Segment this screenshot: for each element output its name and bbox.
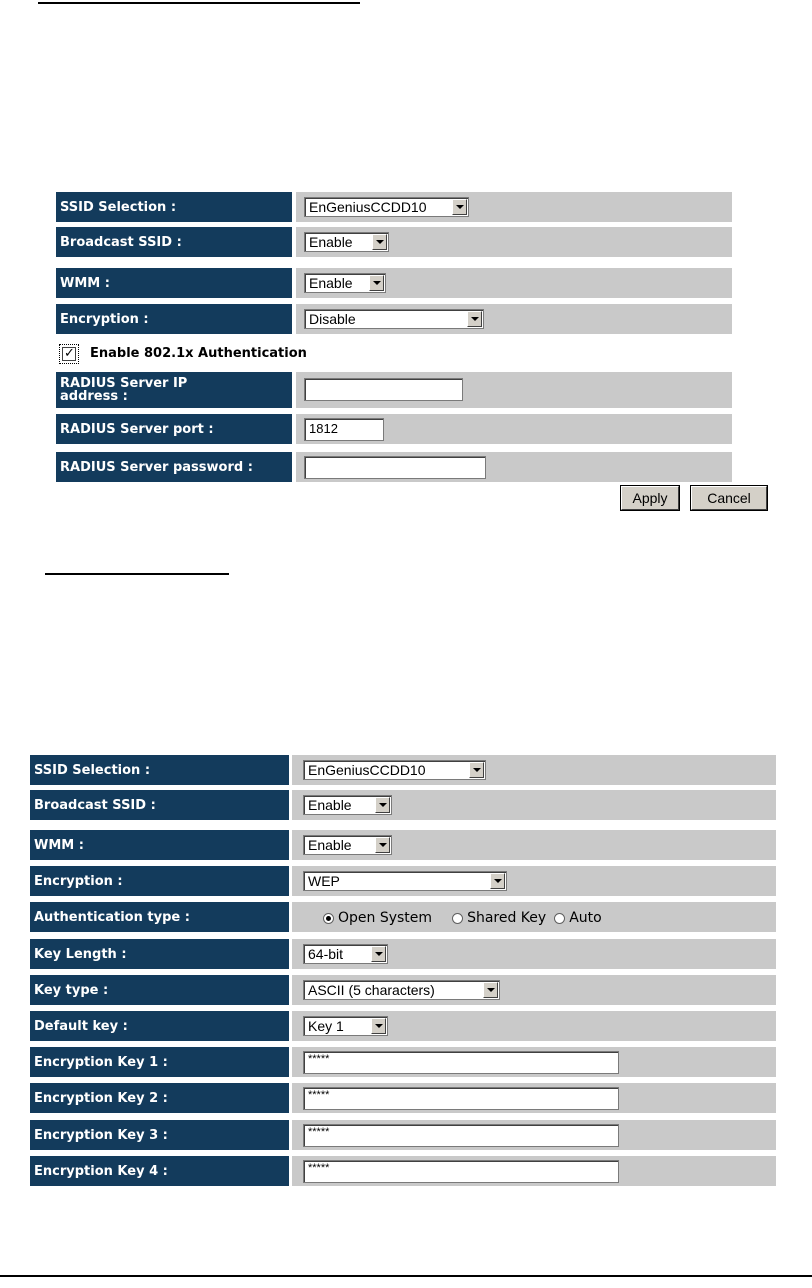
radio-unselected-icon (452, 913, 463, 924)
s1-enable-8021x-checkbox[interactable] (62, 344, 76, 361)
s2-enc-key2-row (30, 1083, 776, 1113)
s1-radius-password-label: RADIUS Server password : (56, 452, 292, 482)
s1-radius-ip-label: RADIUS Server IP address : (56, 372, 292, 408)
s2-wmm-label: WMM : (30, 830, 289, 860)
s1-ssid-selection-label: SSID Selection : (56, 192, 292, 222)
chevron-down-icon (467, 311, 482, 327)
page-bottom-rule (0, 1275, 812, 1277)
chevron-down-icon (375, 837, 390, 853)
section1-form (56, 190, 751, 520)
chevron-down-icon (375, 797, 390, 813)
radio-selected-icon (323, 913, 334, 924)
chevron-down-icon (372, 234, 387, 250)
s2-encryption-label: Encryption : (30, 866, 289, 896)
section1-heading-underline (38, 2, 360, 4)
radio-unselected-icon (554, 913, 565, 924)
s1-encryption-select[interactable]: Disable (304, 309, 484, 329)
s2-enc-key3-row (30, 1120, 776, 1150)
s1-wmm-label: WMM : (56, 268, 292, 298)
s1-broadcast-ssid-label: Broadcast SSID : (56, 227, 292, 257)
s2-enc-key3-input[interactable]: ***** (303, 1124, 619, 1147)
s1-ssid-selection-row (56, 192, 732, 222)
s2-enc-key4-row (30, 1156, 776, 1186)
s2-ssid-selection-select[interactable]: EnGeniusCCDD10 (303, 760, 486, 780)
s2-ssid-selection-row (30, 755, 776, 785)
s2-default-key-select[interactable]: Key 1 (303, 1016, 388, 1036)
chevron-down-icon (490, 873, 505, 889)
s2-auth-type-label: Authentication type : (30, 902, 289, 932)
s2-enc-key3-label: Encryption Key 3 : (30, 1120, 289, 1150)
s2-default-key-row (30, 1011, 776, 1041)
s2-auth-type-radio-group (323, 910, 610, 926)
s2-wmm-select[interactable]: Enable (303, 835, 392, 855)
s1-apply-button[interactable]: Apply (620, 485, 680, 511)
s1-radius-password-row (56, 452, 732, 482)
s1-enable-8021x-label: Enable 802.1x Authentication (90, 346, 307, 361)
s2-enc-key4-label: Encryption Key 4 : (30, 1156, 289, 1186)
s2-encryption-select[interactable]: WEP (303, 871, 507, 891)
s1-radius-ip-input[interactable] (304, 378, 463, 401)
s2-key-length-label: Key Length : (30, 939, 289, 969)
s1-radius-port-row (56, 414, 732, 444)
chevron-down-icon (452, 199, 467, 215)
s2-key-type-label: Key type : (30, 975, 289, 1005)
s2-encryption-row (30, 866, 776, 896)
s2-auth-auto-option[interactable]: Auto (554, 910, 602, 926)
s2-key-length-row (30, 939, 776, 969)
s2-key-type-row (30, 975, 776, 1005)
chevron-down-icon (371, 1018, 386, 1034)
s2-enc-key1-input[interactable]: ***** (303, 1051, 619, 1074)
s1-radius-port-label: RADIUS Server port : (56, 414, 292, 444)
s2-wmm-row (30, 830, 776, 860)
s2-enc-key2-label: Encryption Key 2 : (30, 1083, 289, 1113)
chevron-down-icon (469, 762, 484, 778)
s2-auth-shared-key-option[interactable]: Shared Key (452, 910, 546, 926)
chevron-down-icon (369, 275, 384, 291)
s1-radius-password-input[interactable] (304, 456, 486, 479)
s2-default-key-label: Default key : (30, 1011, 289, 1041)
s1-encryption-label: Encryption : (56, 304, 292, 334)
section2-form (30, 753, 776, 1188)
s1-cancel-button[interactable]: Cancel (690, 485, 768, 511)
s2-key-type-select[interactable]: ASCII (5 characters) (303, 980, 500, 1000)
s2-broadcast-ssid-row (30, 790, 776, 820)
s1-radius-port-input[interactable]: 1812 (304, 418, 384, 441)
chevron-down-icon (483, 982, 498, 998)
s2-key-length-select[interactable]: 64-bit (303, 944, 388, 964)
s2-ssid-selection-label: SSID Selection : (30, 755, 289, 785)
s2-broadcast-ssid-label: Broadcast SSID : (30, 790, 289, 820)
section2-heading-underline (45, 573, 229, 575)
s2-broadcast-ssid-select[interactable]: Enable (303, 795, 392, 815)
s2-enc-key2-input[interactable]: ***** (303, 1087, 619, 1110)
s1-wmm-row (56, 268, 732, 298)
s2-auth-open-system-option[interactable]: Open System (323, 910, 432, 926)
s1-wmm-select[interactable]: Enable (304, 273, 386, 293)
s1-broadcast-ssid-select[interactable]: Enable (304, 232, 389, 252)
s1-encryption-row (56, 304, 732, 334)
s1-enable-8021x-row (62, 346, 307, 361)
s2-enc-key1-label: Encryption Key 1 : (30, 1047, 289, 1077)
s1-broadcast-ssid-row (56, 227, 732, 257)
s1-radius-ip-row (56, 372, 732, 408)
chevron-down-icon (371, 946, 386, 962)
check-icon: ✓ (64, 344, 75, 360)
s1-ssid-selection-select[interactable]: EnGeniusCCDD10 (304, 197, 469, 217)
s2-enc-key4-input[interactable]: ***** (303, 1160, 619, 1183)
s2-enc-key1-row (30, 1047, 776, 1077)
